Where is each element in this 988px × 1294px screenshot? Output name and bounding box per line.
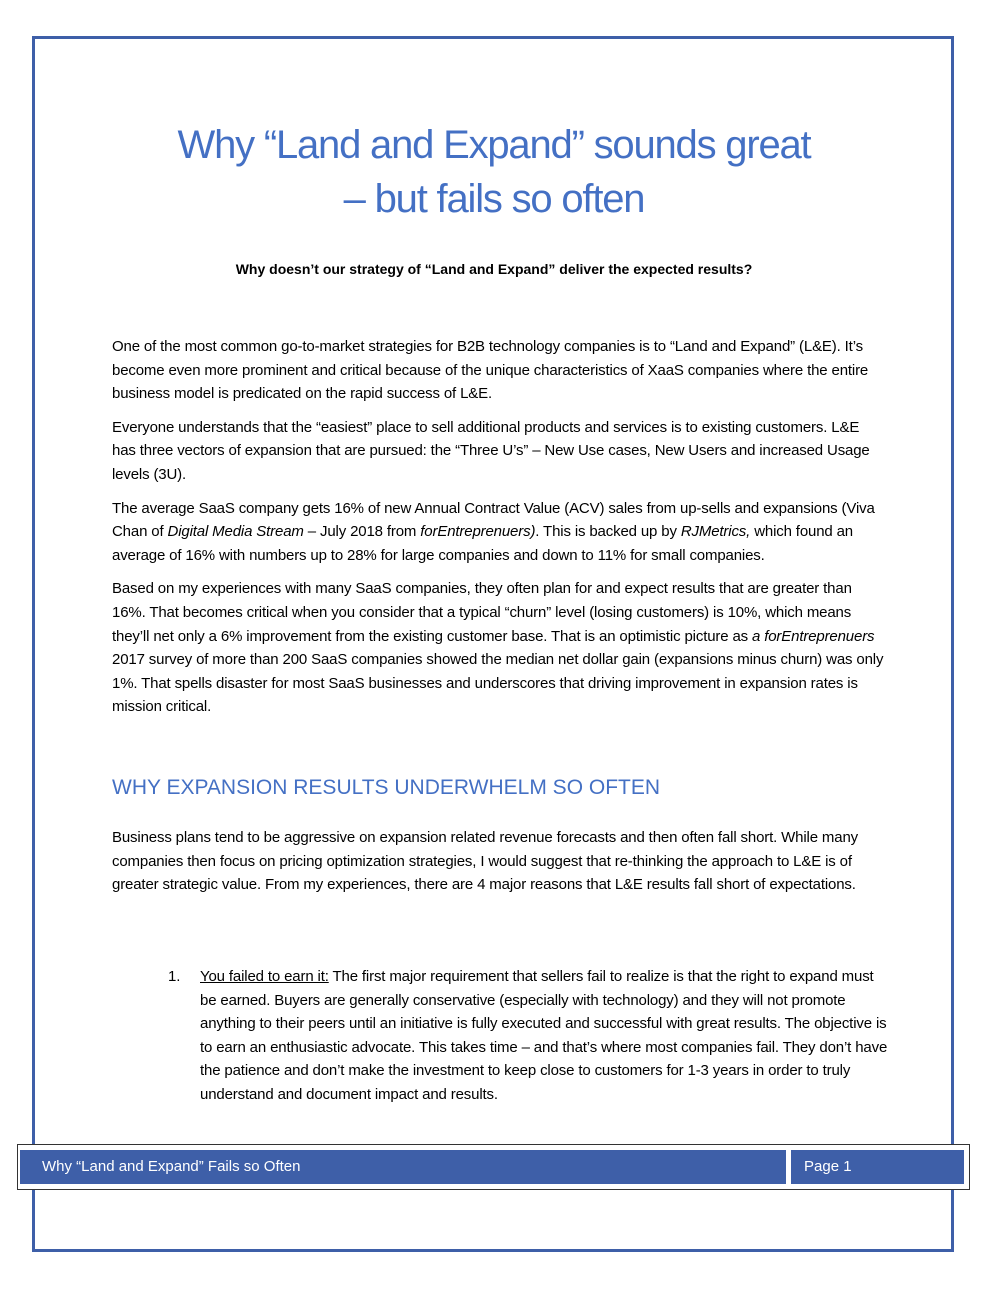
list-item-text: The first major requirement that sellers fail to realize is that the right to expand must be earned. Buyers are generally conservative (especially with technology) and they will not promote anything to their peers until an initiative is fully executed and successful with great results. The objective is to earn an enthusiastic advocate. This takes time – and that’s where most companies fail. They don’t have the patience and don’t make the investment to keep close to customers for 1-3 years in order to truly understand and document impact and results.	[200, 968, 888, 1103]
acv-source-2: forEntreprenuers)	[420, 523, 536, 541]
intro-section	[112, 335, 884, 729]
acv-paragraph	[112, 497, 884, 568]
section-paragraph: Business plans tend to be aggressive on expansion related revenue forecasts and then often fall short. While many companies then focus on pricing optimization strategies, I would suggest that re-thinking the approach to L&E is of greater strategic value. From my experiences, there are 4 major reasons that L&E results fall short of expectations.	[112, 829, 859, 894]
acv-text-2: – July 2018 from	[303, 523, 421, 541]
experience-source: a forEntreprenuers	[752, 627, 875, 645]
acv-text-4: which found an average of 16% with numbers up to 28% for large companies and down to 11% for small companies.	[112, 523, 853, 564]
experience-text-2: 2017 survey of more than 200 SaaS companies showed the median net dollar gain (expansions minus churn) was only 1%. That spells disaster for most SaaS businesses and underscores that driving improvement in expansion rates is mission critical.	[112, 651, 884, 716]
list-item-heading: You failed to earn it:	[200, 968, 329, 985]
document-subtitle: Why doesn’t our strategy of “Land and Expand” deliver the expected results?	[235, 261, 753, 277]
footer-title: Why “Land and Expand” Fails so Often	[20, 1150, 786, 1184]
acv-source-1: Digital Media Stream	[167, 523, 304, 541]
acv-text-1: The average SaaS company gets 16% of new Annual Contract Value (ACV) sales from up-sells and expansions (Viva Chan of	[112, 499, 875, 541]
list-item	[168, 965, 888, 1107]
section-heading: WHY EXPANSION RESULTS UNDERWHELM SO OFTEN	[112, 776, 661, 799]
intro-paragraph-1: One of the most common go-to-market strategies for B2B technology companies is to “Land and Expand” (L&E). It’s become even more prominent and critical because of the unique characteristics of XaaS companies where the entire business model is predicated on the rapid success of L&E.	[112, 338, 869, 403]
section-body	[112, 826, 884, 907]
experience-text-1: Based on my experiences with many SaaS companies, they often plan for and expect results that are greater than 16%. That becomes critical when you consider that a typical “churn” level (losing customers) is 10%, which means they’ll net only a 6% improvement from the existing customer base. That is an optimistic picture as	[112, 580, 852, 645]
document-title	[90, 118, 898, 226]
reasons-list	[168, 965, 888, 1107]
list-item-number: 1.	[168, 968, 181, 985]
acv-source-3: RJMetrics,	[680, 523, 751, 541]
intro-paragraph-2: Everyone understands that the “easiest” place to sell additional products and services is to existing customers. L&E has three vectors of expansion that are pursued: the “Three U’s” – New Use cases, New Users and increased Usage levels (3U).	[112, 418, 870, 483]
experience-paragraph	[112, 577, 884, 719]
title-line-2: – but fails so often	[343, 177, 645, 221]
footer-page-number: Page 1	[791, 1150, 964, 1184]
acv-text-3: . This is backed up by	[535, 523, 681, 541]
title-line-1: Why “Land and Expand” sounds great	[177, 123, 811, 167]
